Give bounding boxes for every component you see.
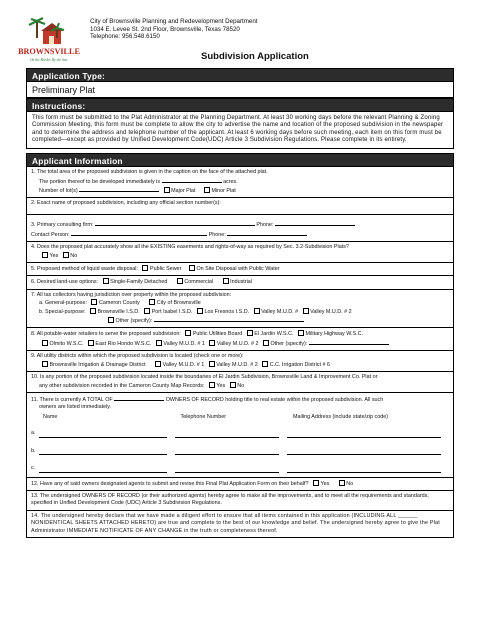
cc-irrigation-checkbox[interactable] <box>262 361 268 367</box>
question-12 <box>26 478 454 491</box>
question-6 <box>26 276 454 289</box>
owner-name-input[interactable] <box>39 432 167 438</box>
valley-mud-2-tax-checkbox[interactable] <box>303 308 309 314</box>
commercial-checkbox[interactable] <box>177 278 183 284</box>
lots-input[interactable] <box>79 186 159 192</box>
q3-firm-row <box>31 220 449 229</box>
owner-row-label: c. <box>31 465 36 472</box>
q2-text: 2. Exact name of proposed subdivision, including any official section number(s): <box>31 200 221 207</box>
q1-acres-unit: acres. <box>223 178 238 185</box>
owner-name-input[interactable] <box>39 467 167 473</box>
question-10 <box>26 372 454 393</box>
q8-row1 <box>31 330 449 338</box>
q8-text: 8. All potable-water retailers to serve the proposed subdivision: <box>31 331 181 338</box>
q1-acres-label: The portion thereof to be developed immediately is <box>39 178 161 185</box>
q12-row <box>31 480 449 488</box>
question-1 <box>26 167 454 198</box>
owner-phone-input[interactable] <box>175 432 279 438</box>
department-phone: Telephone: 956.548.6150 <box>90 33 160 41</box>
water-mud-2-label: Valley M.U.D. # 2 <box>216 340 259 347</box>
owner-address-input[interactable] <box>287 432 441 438</box>
q4-no-checkbox[interactable] <box>63 252 69 258</box>
city-brownsville-label: City of Brownsville <box>156 300 201 307</box>
east-rio-hondo-checkbox[interactable] <box>88 340 94 346</box>
owner-address-input[interactable] <box>287 449 441 455</box>
question-7 <box>26 290 454 329</box>
col-phone-header: Telephone Number <box>180 413 227 420</box>
city-logo <box>18 18 80 68</box>
public-sewer-checkbox[interactable] <box>142 265 148 271</box>
q4-text: 4. Does the proposed plat accurately show all the EXISTING easements and rights-of-way as required by Sec. 3.2-Subdivision Plats? <box>31 244 349 251</box>
contact-person-input[interactable] <box>71 230 207 236</box>
owner-phone-input[interactable] <box>175 449 279 455</box>
q7-text: 7. All tax collectors having jurisdiction over property within the proposed subdivision: <box>31 291 232 298</box>
q13-text: 13. The undersigned OWNERS OF RECORD (or their authorized agents) hereby agree to make all the improvements, and to meet all the requirements and standards, specified in Unified Development Code (UDC) Article 3 Subdivision Regulations. <box>31 493 429 507</box>
owner-count-input[interactable] <box>114 395 164 401</box>
q8-row2 <box>31 339 449 348</box>
irrigation-drainage-checkbox[interactable] <box>42 361 48 367</box>
firm-phone-input[interactable] <box>275 220 355 226</box>
consulting-firm-input[interactable] <box>95 220 255 226</box>
consulting-firm-label: 3. Primary consulting firm: <box>31 222 94 229</box>
city-brownsville-checkbox[interactable] <box>149 299 155 305</box>
form-header <box>18 18 454 68</box>
contact-phone-input[interactable] <box>227 230 307 236</box>
q12-yes-checkbox[interactable] <box>313 480 319 486</box>
valley-mud-1-tax-label: Valley M.U.D. # <box>261 308 299 315</box>
owner-row-label: b. <box>31 447 36 454</box>
q12-no-label: No <box>346 480 354 487</box>
application-type-heading: Application Type: <box>26 68 454 82</box>
tax-other-label: Other (specify): <box>115 318 153 325</box>
public-utilities-checkbox[interactable] <box>185 330 191 336</box>
q3-contact-row <box>31 230 449 239</box>
q1-acres-row <box>31 177 449 186</box>
q10-yes-label: Yes <box>216 382 226 389</box>
q11-text-2: owners are listed immediately. <box>39 404 112 411</box>
public-utilities-label: Public Utilities Board <box>192 331 243 338</box>
owner-phone-input[interactable] <box>175 467 279 473</box>
east-rio-hondo-label: East Rio Hondo W.S.C. <box>95 340 152 347</box>
commercial-label: Commercial <box>184 279 214 286</box>
owner-row-label: a. <box>31 430 36 437</box>
acres-input[interactable] <box>162 177 222 183</box>
q4-no-label: No <box>70 252 78 259</box>
question-8 <box>26 328 454 351</box>
department-street: 1034 E. Levee St. 2nd Floor, Brownsville, Texas 78520 <box>90 25 240 33</box>
q4-yes-checkbox[interactable] <box>42 252 48 258</box>
water-mud-1-checkbox[interactable] <box>156 340 162 346</box>
cc-irrigation-label: C.C. Irrigation District # 6 <box>269 361 330 368</box>
q10-text: 10. Is any portion of the proposed subdivision located inside the boundaries of El Jardin Subdivision, Brownsville Land & Improvement Co. Plat or <box>31 374 378 381</box>
q12-no-checkbox[interactable] <box>339 480 345 486</box>
onsite-disposal-label: On Site Disposal with Public Water <box>196 266 280 273</box>
applicant-info-heading: Applicant Information <box>26 153 454 167</box>
military-highway-label: Military Highway W.S.C. <box>305 331 364 338</box>
q4-yes-label: Yes <box>49 252 59 259</box>
q1-lots-row <box>31 186 449 195</box>
question-3 <box>26 215 454 242</box>
lots-label: Number of lot(s) <box>39 188 78 194</box>
q7-general-row <box>31 299 449 307</box>
owner-row <box>31 461 449 473</box>
water-mud-1-label: Valley M.U.D. # 1 <box>163 340 205 347</box>
el-jardin-wsc-label: El Jardin W.S.C. <box>254 331 294 338</box>
q11-text-a: 11. There is currently A TOTAL OF <box>31 396 113 403</box>
single-family-checkbox[interactable] <box>103 278 109 284</box>
public-sewer-label: Public Sewer <box>149 266 182 273</box>
q11-line1 <box>31 395 449 404</box>
instructions-text: This form must be submitted to the Plat Administrator at the Planning Department. At least 30 working days before the relevant Planning & Zoning Commission Meeting, this form must be complete to allow the city to advertise the name and location of the proposed subdivision in the newspaper and to determine the address and telephone number of the applicant. At least 6 working days before such meeting, each item on this form must be completed—except as provided by Unified Development Code(UDC) Article 3 Subdivision Regulations. Please complete in its entirety. <box>26 112 454 149</box>
special-purpose-label: b. Special-purpose: <box>39 308 86 315</box>
industrial-checkbox[interactable] <box>223 278 229 284</box>
question-4 <box>26 242 454 263</box>
minor-plat-label: Minor Plat <box>211 188 236 194</box>
department-address <box>90 18 258 41</box>
brownsville-isd-label: Brownsville I.S.D. <box>97 308 140 315</box>
industrial-label: Industrial <box>230 279 252 286</box>
contact-phone-label: Phone: <box>208 231 226 238</box>
q10-text-2: any other subdivision recorded in the Cameron County Map Records: <box>39 382 205 389</box>
water-other-input[interactable] <box>309 339 389 345</box>
major-plat-label: Major Plat <box>171 188 196 194</box>
district-mud-1-label: Valley M.U.D. # 1 <box>162 361 205 368</box>
question-11 <box>26 393 454 478</box>
question-9 <box>26 351 454 372</box>
col-name-header: Name <box>43 413 58 420</box>
owner-name-input[interactable] <box>39 449 167 455</box>
irrigation-drainage-label: Brownsville Irrigation & Drainage District <box>49 361 146 368</box>
q5-text: 5. Proposed method of liquid waste disposal: <box>31 266 138 273</box>
general-purpose-label: a. General-purpose: <box>39 300 87 307</box>
question-14 <box>26 511 454 538</box>
question-2 <box>26 198 454 215</box>
single-family-label: Single-Family Detached <box>110 279 168 286</box>
question-13 <box>26 491 454 511</box>
los-fresnos-isd-checkbox[interactable] <box>197 308 203 314</box>
cameron-county-checkbox[interactable] <box>91 299 97 305</box>
q10-yes-checkbox[interactable] <box>209 382 215 388</box>
q9-options <box>31 361 449 369</box>
logo-text: BROWNSVILLE <box>18 47 80 56</box>
q10-options <box>31 382 449 390</box>
q7-other-row <box>31 316 449 325</box>
brownsville-isd-checkbox[interactable] <box>90 308 96 314</box>
q10-no-label: No <box>237 382 245 389</box>
application-type-field[interactable]: Preliminary Plat <box>26 82 454 98</box>
owner-row <box>31 426 449 438</box>
q12-text: 12. Have any of said owners designated agents to submit and revise this Final Plat Application Form on their behalf? <box>31 480 309 487</box>
water-mud-2-checkbox[interactable] <box>209 340 215 346</box>
cameron-county-label: Cameron County <box>98 300 140 307</box>
q4-options <box>31 252 449 260</box>
el-jardin-wsc-checkbox[interactable] <box>247 330 253 336</box>
valley-mud-2-tax-label: Valley M.U.D. # 2 <box>310 308 352 315</box>
q12-yes-label: Yes <box>320 480 330 487</box>
major-plat-checkbox[interactable] <box>164 187 170 193</box>
q6-row <box>31 278 449 286</box>
tax-other-input[interactable] <box>154 316 304 322</box>
q6-text: 6. Desired land-use options: <box>31 279 99 286</box>
form-title: Subdivision Application <box>201 51 309 62</box>
onsite-disposal-checkbox[interactable] <box>189 265 195 271</box>
q14-text: 14. The undersigned hereby declare that we have made a diligent effort to ensure that all items contained in this application (INCLUDING ALL ______ NONIDENTICAL SHEETS ATTACHED HERETO) are true and complete to the best of our knowledge and belief. The undersigned hereby agree to give the Plat Administrator IMMEDIATE NOTIFICATE OF ANY CHANGE in the truth or completeness thereof. <box>31 512 440 534</box>
district-mud-1-checkbox[interactable] <box>155 361 161 367</box>
district-mud-2-label: Valley M.U.D. # 2 <box>216 361 258 368</box>
olmito-label: Olmito W.S.C. <box>49 340 84 347</box>
col-address-header: Mailing Address (include state/zip code) <box>293 413 388 420</box>
los-fresnos-isd-label: Los Fresnos I.S.D. <box>204 308 250 315</box>
owner-address-input[interactable] <box>287 467 441 473</box>
q9-text: 9. All utility districts within which the proposed subdivision is located (check one or more): <box>31 353 244 360</box>
owner-table-header <box>31 414 449 421</box>
port-isabel-isd-checkbox[interactable] <box>144 308 150 314</box>
port-isabel-isd-label: Port Isabel I.S.D. <box>151 308 193 315</box>
q10-no-checkbox[interactable] <box>230 382 236 388</box>
owner-row <box>31 444 449 456</box>
department-name: City of Brownsville Planning and Redevelopment Department <box>90 18 258 25</box>
olmito-checkbox[interactable] <box>42 340 48 346</box>
firm-phone-label: Phone: <box>256 222 274 229</box>
contact-person-label: Contact Person: <box>31 231 70 238</box>
valley-mud-1-tax-checkbox[interactable] <box>254 308 260 314</box>
military-highway-checkbox[interactable] <box>298 330 304 336</box>
q5-row <box>31 265 449 273</box>
instructions-heading: Instructions: <box>26 98 454 112</box>
q11-text-b: OWNERS OF RECORD holding title to real estate within the proposed subdivision. All such <box>165 396 384 403</box>
minor-plat-checkbox[interactable] <box>204 187 210 193</box>
q1-text: 1. The total area of the proposed subdivision is given in the caption on the face of the attached plat. <box>31 169 268 176</box>
question-5 <box>26 263 454 276</box>
tax-other-checkbox[interactable] <box>108 317 114 323</box>
logo-tagline: On the Border. By the Sea. <box>29 58 69 62</box>
q7-special-row <box>31 308 449 316</box>
water-other-label: Other (specify): <box>270 340 308 347</box>
district-mud-2-checkbox[interactable] <box>209 361 215 367</box>
water-other-checkbox[interactable] <box>263 340 269 346</box>
application-form <box>18 18 454 538</box>
